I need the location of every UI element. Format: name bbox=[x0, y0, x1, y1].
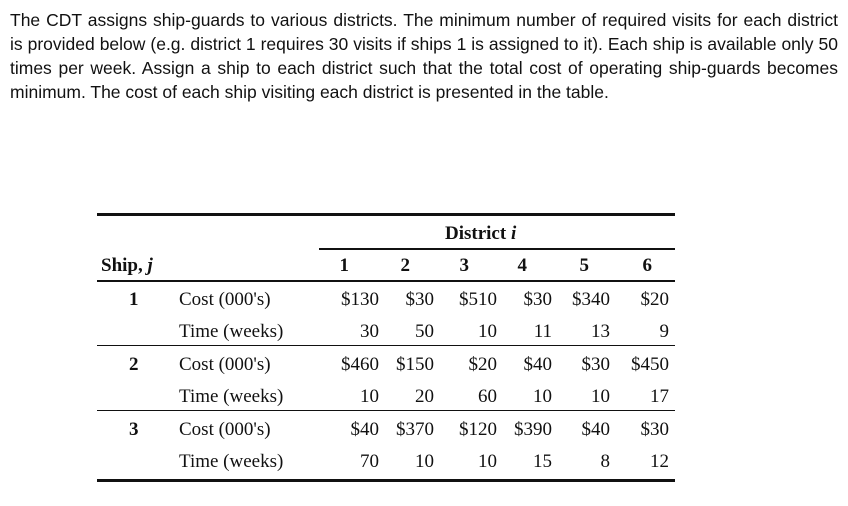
cost-label: Cost (000's) bbox=[179, 354, 271, 375]
cost-label: Cost (000's) bbox=[179, 289, 271, 310]
table-bottom-rule bbox=[97, 479, 675, 482]
cost-cell: $20 bbox=[468, 354, 497, 375]
ship-index-symbol: j bbox=[147, 255, 153, 276]
time-cell: 20 bbox=[415, 386, 434, 407]
row-separator-1 bbox=[97, 345, 675, 346]
time-cell: 8 bbox=[600, 451, 610, 472]
ship-number: 1 bbox=[129, 289, 139, 310]
cost-cell: $460 bbox=[341, 354, 379, 375]
time-cell: 50 bbox=[415, 321, 434, 342]
cost-cell: $40 bbox=[581, 419, 610, 440]
time-cell: 70 bbox=[360, 451, 379, 472]
time-cell: 13 bbox=[591, 321, 610, 342]
time-cell: 17 bbox=[650, 386, 669, 407]
cost-cell: $340 bbox=[572, 289, 610, 310]
ship-number: 3 bbox=[129, 419, 139, 440]
district-header bbox=[445, 223, 516, 245]
cost-cell: $40 bbox=[350, 419, 379, 440]
cost-label: Cost (000's) bbox=[179, 419, 271, 440]
cost-cell: $120 bbox=[459, 419, 497, 440]
table-top-rule bbox=[97, 213, 675, 216]
time-label: Time (weeks) bbox=[179, 451, 284, 472]
district-header-label: District i bbox=[445, 223, 517, 244]
time-cell: 11 bbox=[533, 321, 552, 342]
cost-cell: $40 bbox=[523, 354, 552, 375]
time-label: Time (weeks) bbox=[179, 321, 284, 342]
district-number-2: 2 bbox=[400, 255, 410, 276]
cost-time-table bbox=[97, 213, 675, 483]
ship-number: 2 bbox=[129, 354, 139, 375]
cost-cell: $20 bbox=[640, 289, 669, 310]
district-index-symbol: i bbox=[510, 223, 517, 244]
time-cell: 10 bbox=[360, 386, 379, 407]
cost-cell: $370 bbox=[396, 419, 434, 440]
cost-cell: $390 bbox=[514, 419, 552, 440]
time-cell: 12 bbox=[650, 451, 669, 472]
time-cell: 10 bbox=[591, 386, 610, 407]
district-number-4: 4 bbox=[517, 255, 527, 276]
district-number-3: 3 bbox=[459, 255, 469, 276]
column-header-rule bbox=[97, 280, 675, 282]
cost-cell: $30 bbox=[640, 419, 669, 440]
ship-header: Ship, j bbox=[101, 255, 153, 276]
time-cell: 10 bbox=[415, 451, 434, 472]
cost-cell: $30 bbox=[581, 354, 610, 375]
cost-cell: $510 bbox=[459, 289, 497, 310]
time-cell: 30 bbox=[360, 321, 379, 342]
cost-cell: $130 bbox=[341, 289, 379, 310]
cost-cell: $450 bbox=[631, 354, 669, 375]
time-cell: 60 bbox=[478, 386, 497, 407]
problem-statement: The CDT assigns ship-guards to various districts. The minimum number of required visits for each district is provided below (e.g. district 1 requires 30 visits if ships 1 is assigned to it). Each ship is available only 50 times per week. Assign a ship to each district such that the total cost of operating ship-guards becomes minimum. The cost of each ship visiting each district is presented in the table. bbox=[10, 10, 838, 102]
time-label: Time (weeks) bbox=[179, 386, 284, 407]
time-cell: 9 bbox=[659, 321, 669, 342]
cost-cell: $150 bbox=[396, 354, 434, 375]
cost-cell: $30 bbox=[405, 289, 434, 310]
time-cell: 10 bbox=[478, 451, 497, 472]
district-number-6: 6 bbox=[642, 255, 652, 276]
district-header-rule bbox=[319, 248, 675, 250]
district-number-1: 1 bbox=[339, 255, 349, 276]
time-cell: 15 bbox=[533, 451, 552, 472]
district-number-5: 5 bbox=[579, 255, 589, 276]
cost-cell: $30 bbox=[523, 289, 552, 310]
time-cell: 10 bbox=[478, 321, 497, 342]
row-separator-2 bbox=[97, 410, 675, 411]
time-cell: 10 bbox=[533, 386, 552, 407]
